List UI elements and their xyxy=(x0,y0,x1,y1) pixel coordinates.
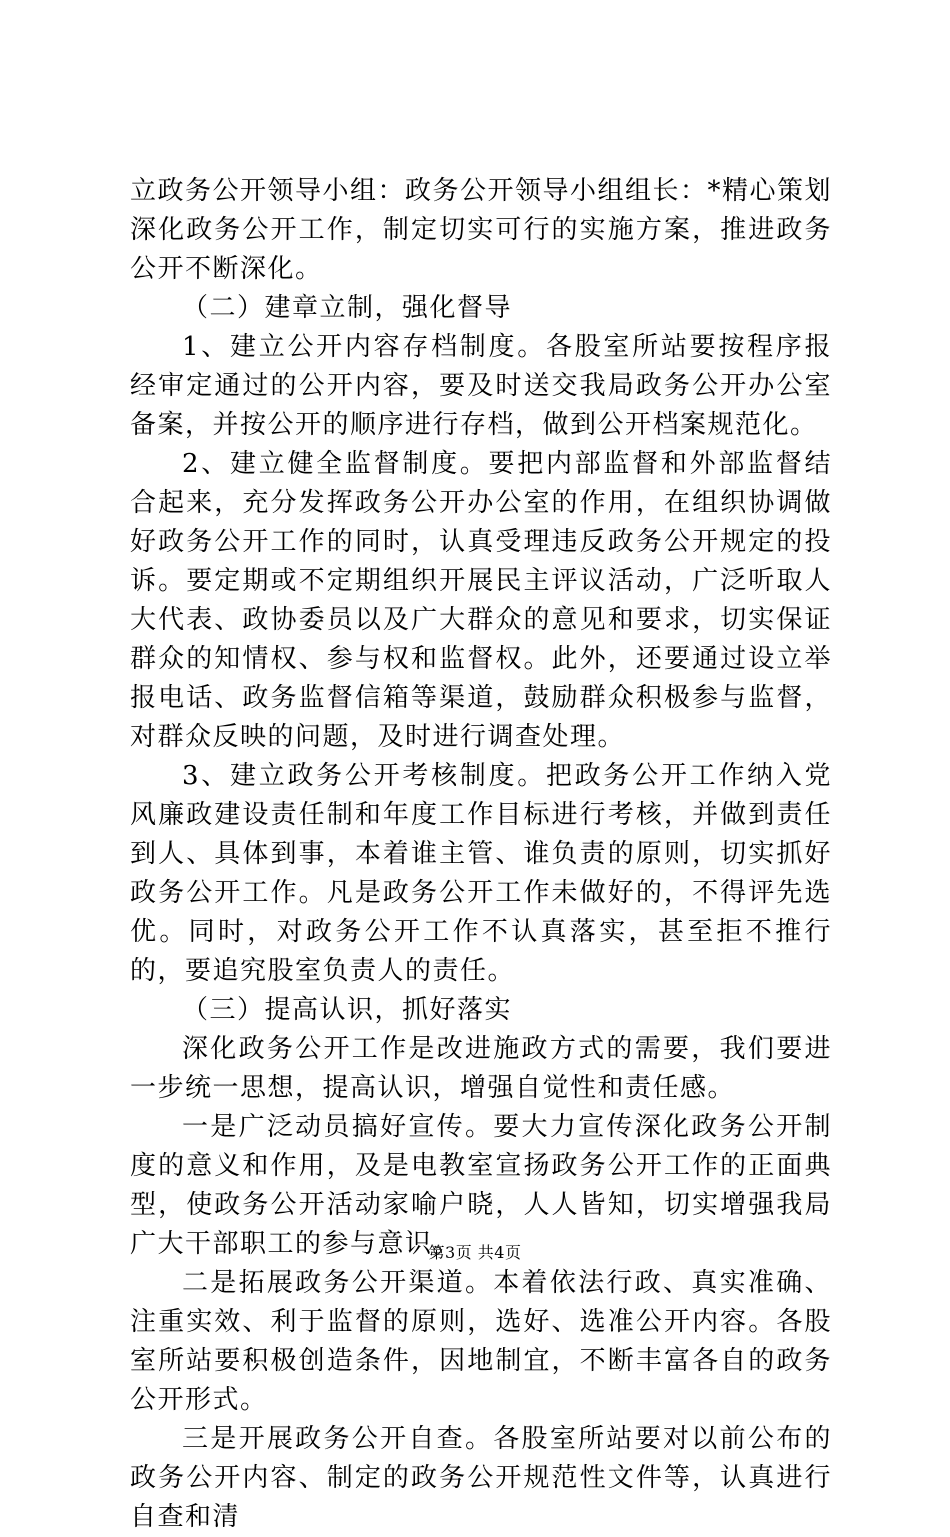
paragraph-archive-system: 1、建立公开内容存档制度。各股室所站要按程序报经审定通过的公开内容，要及时送交我局政务公开办公室备案，并按公开的顺序进行存档，做到公开档案规范化。 xyxy=(130,332,832,440)
section-heading-3: （三）提高认识，抓好落实 xyxy=(182,995,513,1025)
paragraph-publicity: 一是广泛动员搞好宣传。要大力宣传深化政务公开制度的意义和作用，及是电教室宣扬政务公开工作的正面典型，使政务公开活动家喻户晓，人人皆知，切实增强我局广大干部职工的参与意识。 xyxy=(130,1112,832,1259)
document-body xyxy=(130,172,832,1537)
page-number-footer: 第3页 共4页 xyxy=(428,1243,522,1262)
paragraph-supervision-system: 2、建立健全监督制度。要把内部监督和外部监督结合起来，充分发挥政务公开办公室的作用，在组织协调做好政务公开工作的同时，认真受理违反政务公开规定的投诉。要定期或不定期组织开展民主评议活动，广泛听取人大代表、政协委员以及广大群众的意见和要求，切实保证群众的知情权、参与权和监督权。此外，还要通过设立举报电话、政务监督信箱等渠道，鼓励群众积极参与监督，对群众反映的问题，及时进行调查处理。 xyxy=(130,449,832,752)
paragraph-assessment-system: 3、建立政务公开考核制度。把政务公开工作纳入党风廉政建设责任制和年度工作目标进行考核，并做到责任到人、具体到事，本着谁主管、谁负责的原则，切实抓好政务公开工作。凡是政务公开工作未做好的，不得评先选优。同时，对政务公开工作不认真落实，甚至拒不推行的，要追究股室负责人的责任。 xyxy=(130,761,832,986)
paragraph-self-check: 三是开展政务公开自查。各股室所站要对以前公布的政务公开内容、制定的政务公开规范性文件等，认真进行自查和清 xyxy=(130,1424,832,1532)
paragraph-awareness: 深化政务公开工作是改进施政方式的需要，我们要进一步统一思想，提高认识，增强自觉性和责任感。 xyxy=(130,1034,832,1103)
paragraph-continuation: 立政务公开领导小组：政务公开领导小组组长：*精心策划深化政务公开工作，制定切实可行的实施方案，推进政务公开不断深化。 xyxy=(130,176,833,284)
paragraph-channels: 二是拓展政务公开渠道。本着依法行政、真实准确、注重实效、利于监督的原则，选好、选准公开内容。各股室所站要积极创造条件，因地制宜，不断丰富各自的政务公开形式。 xyxy=(130,1268,832,1415)
section-heading-2: （二）建章立制，强化督导 xyxy=(182,293,513,323)
